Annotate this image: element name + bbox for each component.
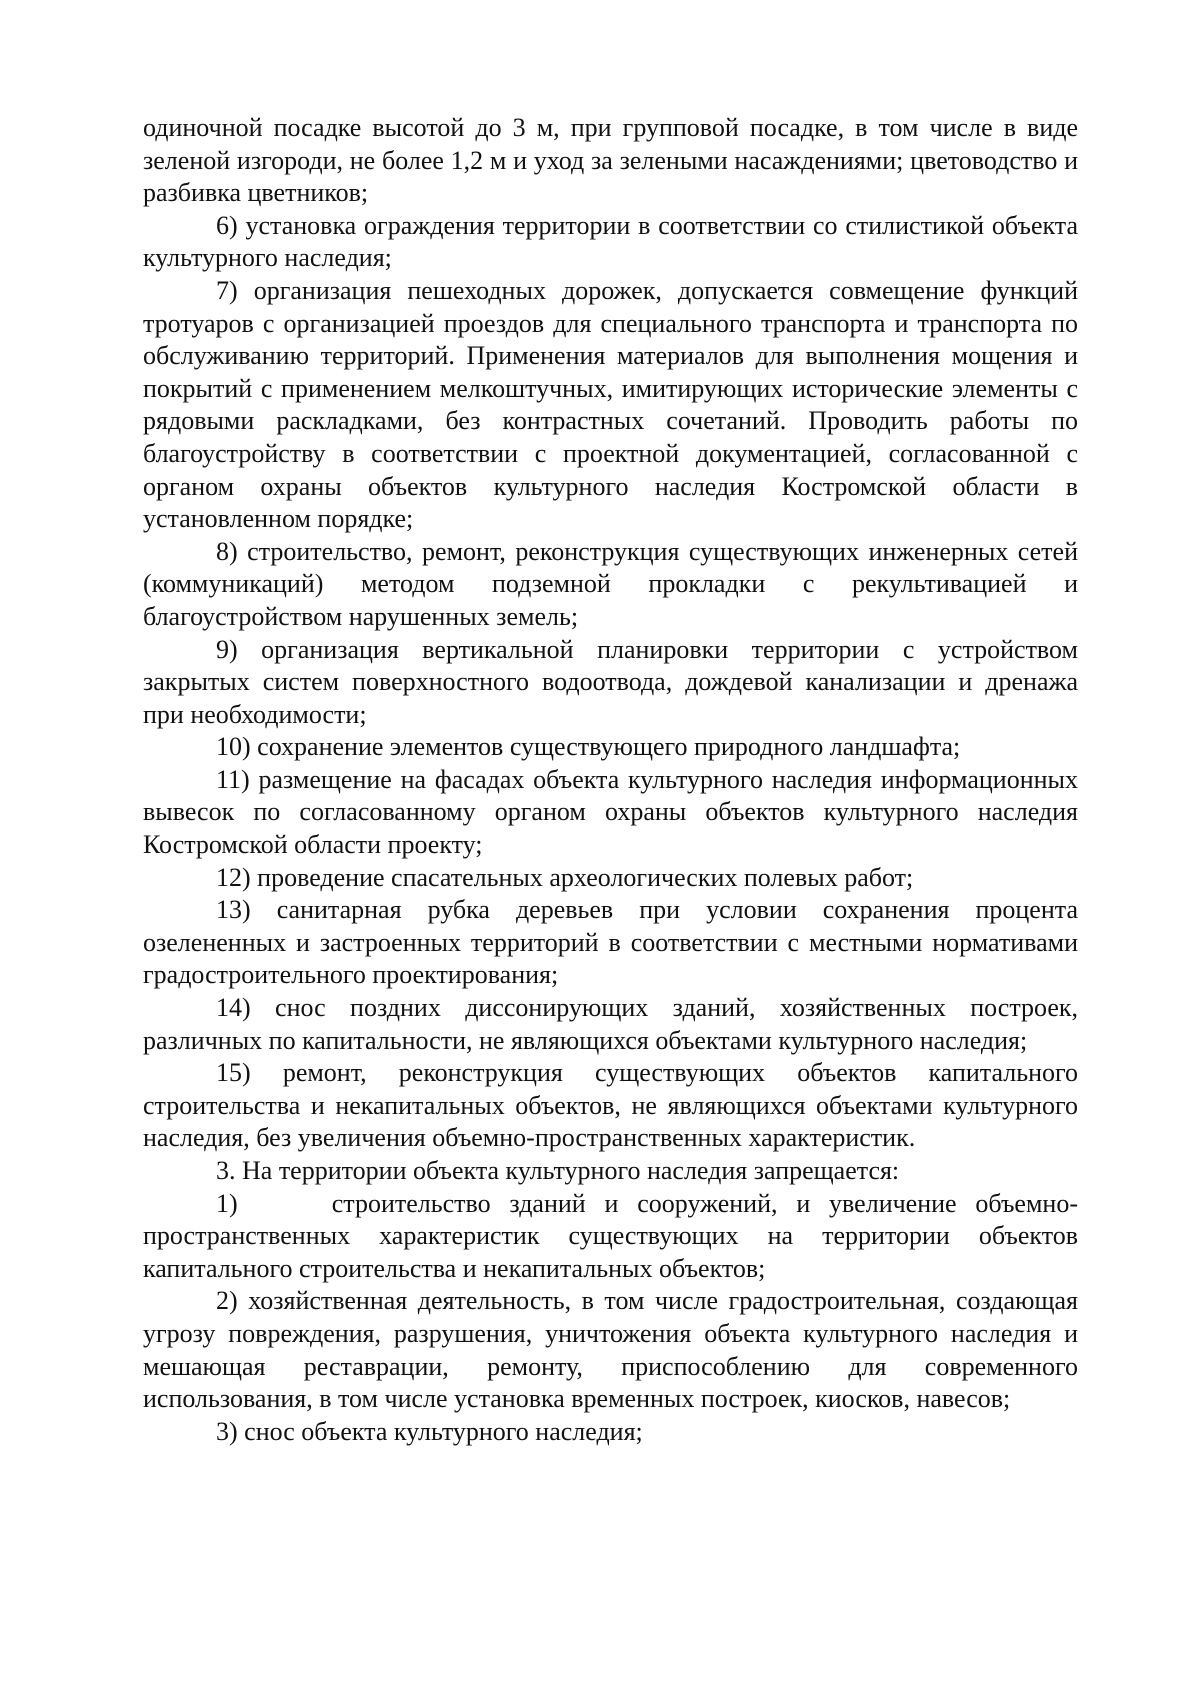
- paragraph-item-6: 6) установка ограждения территории в соответствии со стилистикой объекта культурного наследия;: [143, 210, 1078, 273]
- paragraph-item-13: 13) санитарная рубка деревьев при условии сохранения процента озелененных и застроенных территорий в соответствии с местными нормативами градостроительного проектирования;: [143, 895, 1078, 990]
- prohibition-item-2: 2) хозяйственная деятельность, в том числе градостроительная, создающая угрозу повреждения, разрушения, уничтожения объекта культурного наследия и мешающая реставрации, ремонту, приспособлению для современного использования, в том числе установка временных построек, киосков, навесов;: [143, 1286, 1078, 1414]
- paragraph-item-7: 7) организация пешеходных дорожек, допускается совмещение функций тротуаров с организацией проездов для специального транспорта и транспорта по обслуживанию территорий. Применения материалов для выполнения мощения и покрытий с применением мелкоштучных, имитирующих исторические элементы с рядовыми раскладками, без контрастных сочетаний. Проводить работы по благоустройству в соответствии с проектной документацией, согласованной с органом охраны объектов культурного наследия Костромской области в установленном порядке;: [143, 275, 1078, 534]
- paragraph-item-14: 14) снос поздних диссонирующих зданий, хозяйственных построек, различных по капитальности, не являющихся объектами культурного наследия;: [143, 993, 1078, 1055]
- paragraph-item-15: 15) ремонт, реконструкция существующих объектов капитального строительства и некапитальных объектов, не являющихся объектами культурного наследия, без увеличения объемно-пространственных характеристик.: [143, 1058, 1078, 1153]
- paragraph-item-10: 10) сохранение элементов существующего природного ландшафта;: [216, 732, 961, 762]
- document-page: [143, 112, 1078, 1448]
- paragraph-item-9: 9) организация вертикальной планировки территории с устройством закрытых систем поверхностного водоотвода, дождевой канализации и дренажа при необходимости;: [143, 634, 1078, 729]
- paragraph-continuation: одиночной посадке высотой до 3 м, при групповой посадке, в том числе в виде зеленой изгороди, не более 1,2 м и уход за зелеными насаждениями; цветоводство и разбивка цветников;: [143, 113, 1078, 208]
- prohibition-item-3: 3) снос объекта культурного наследия;: [216, 1416, 643, 1446]
- paragraph-item-8: 8) строительство, ремонт, реконструкция существующих инженерных сетей (коммуникаций) методом подземной прокладки с рекультивацией и благоустройством нарушенных земель;: [143, 536, 1078, 631]
- paragraph-item-12: 12) проведение спасательных археологических полевых работ;: [216, 862, 914, 892]
- section-3-heading: 3. На территории объекта культурного наследия запрещается:: [216, 1156, 900, 1185]
- prohibition-item-1: 1) строительство зданий и сооружений, и увеличение объемно-пространственных характеристик существующих на территории объектов капитального строительства и некапитальных объектов;: [143, 1188, 1078, 1283]
- paragraph-item-11: 11) размещение на фасадах объекта культурного наследия информационных вывесок по согласованному органом охраны объектов культурного наследия Костромской области проекту;: [143, 764, 1078, 860]
